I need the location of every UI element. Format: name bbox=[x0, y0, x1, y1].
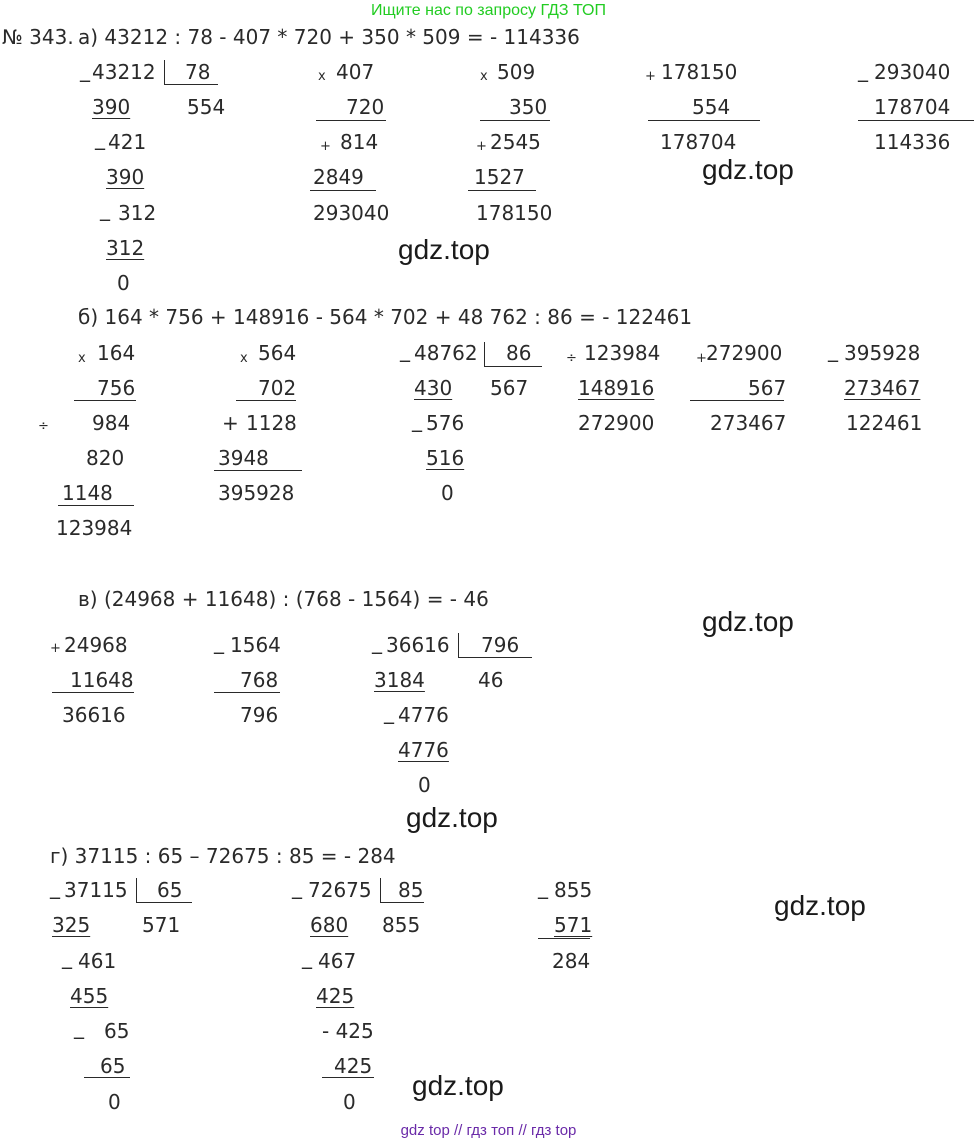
difference: 796 bbox=[240, 703, 279, 727]
addend: 148916 bbox=[578, 376, 655, 400]
plus-sign: + bbox=[50, 641, 61, 656]
subtrahend: 425 bbox=[316, 984, 355, 1008]
partial-product: 2545 bbox=[490, 130, 541, 154]
sum: 273467 bbox=[710, 411, 787, 435]
watermark: gdz.top bbox=[398, 234, 490, 265]
partial-product-line bbox=[58, 505, 134, 506]
product: 178150 bbox=[476, 201, 553, 225]
minuend: 1564 bbox=[230, 633, 281, 657]
product: 293040 bbox=[313, 201, 390, 225]
subtrahend-line bbox=[322, 1077, 374, 1078]
partial-product-line bbox=[468, 190, 536, 191]
plus-sign: + bbox=[320, 139, 331, 154]
quotient: 567 bbox=[490, 376, 529, 400]
subtrahend: 430 bbox=[414, 376, 453, 400]
partial-product: 814 bbox=[340, 130, 379, 154]
addend: 11648 bbox=[70, 668, 134, 692]
division-bar bbox=[136, 878, 137, 902]
sum: 272900 bbox=[578, 411, 655, 435]
minuend: 293040 bbox=[874, 60, 951, 84]
subtrahend: 516 bbox=[426, 446, 465, 470]
partial-product-line bbox=[310, 190, 376, 191]
minus-sign: _ bbox=[62, 945, 72, 969]
partial-product: 1527 bbox=[474, 165, 525, 189]
remainder: 65 bbox=[104, 1019, 130, 1043]
final-remainder: 0 bbox=[108, 1090, 121, 1114]
divisor-line bbox=[164, 84, 218, 85]
plus-sign: + bbox=[645, 69, 656, 84]
remainder: 576 bbox=[426, 411, 465, 435]
remainder: 467 bbox=[318, 949, 357, 973]
difference-line bbox=[214, 692, 280, 693]
minus-sign: _ bbox=[95, 126, 105, 150]
footer-link[interactable]: гдз топ bbox=[466, 1122, 515, 1139]
times-sign: x bbox=[480, 69, 488, 84]
sum-line bbox=[648, 120, 760, 121]
subtrahend: 4776 bbox=[398, 738, 449, 762]
partial-product: 820 bbox=[86, 446, 125, 470]
minus-sign: _ bbox=[384, 700, 394, 724]
equation-v: в) (24968 + 11648) : (768 - 1564) = - 46 bbox=[78, 587, 489, 611]
minus-sign: _ bbox=[412, 408, 422, 432]
subtrahend: 390 bbox=[92, 95, 131, 119]
sum: 178704 bbox=[660, 130, 737, 154]
addend: 554 bbox=[692, 95, 731, 119]
minus-sign: _ bbox=[50, 875, 60, 899]
final-remainder: 0 bbox=[418, 773, 431, 797]
multiplier: 756 bbox=[97, 376, 136, 400]
remainder: 461 bbox=[78, 949, 117, 973]
minus-sign: _ bbox=[214, 630, 224, 654]
divisor-line bbox=[458, 657, 532, 658]
subtrahend: 3184 bbox=[374, 668, 425, 692]
footer-separator: // bbox=[518, 1122, 527, 1139]
minus-sign: _ bbox=[858, 58, 868, 82]
multiplication-line bbox=[74, 400, 136, 401]
minus-sign: _ bbox=[400, 338, 410, 362]
minus-sign: _ bbox=[828, 338, 838, 362]
remainder: 421 bbox=[108, 130, 147, 154]
times-sign: x bbox=[318, 69, 326, 84]
subtrahend-line bbox=[84, 1077, 130, 1078]
minus-sign: _ bbox=[74, 1015, 84, 1039]
footer-links bbox=[0, 1123, 977, 1138]
divisor: 86 bbox=[506, 341, 532, 365]
addend: 24968 bbox=[64, 633, 128, 657]
final-remainder: 0 bbox=[117, 271, 130, 295]
remainder: 312 bbox=[118, 201, 157, 225]
dividend: 72675 bbox=[308, 878, 372, 902]
product: 123984 bbox=[56, 516, 133, 540]
addend: 123984 bbox=[584, 341, 661, 365]
addend: 178150 bbox=[661, 60, 738, 84]
addend: 567 bbox=[748, 376, 787, 400]
plus-sign: + bbox=[222, 411, 239, 435]
subtrahend: 65 bbox=[100, 1054, 126, 1078]
addend: 272900 bbox=[706, 341, 783, 365]
multiplier: 720 bbox=[346, 95, 385, 119]
plus-sign: + bbox=[696, 351, 707, 366]
watermark: gdz.top bbox=[702, 606, 794, 637]
times-sign: x bbox=[78, 351, 86, 366]
plus-sign: ÷ bbox=[566, 351, 577, 366]
divisor: 65 bbox=[157, 878, 183, 902]
plus-sign: + bbox=[476, 139, 487, 154]
dividend: 37115 bbox=[64, 878, 128, 902]
divisor: 85 bbox=[398, 878, 424, 902]
minus-sign: _ bbox=[538, 875, 548, 899]
subtrahend: 390 bbox=[106, 165, 145, 189]
dividend: 36616 bbox=[386, 633, 450, 657]
equation-a: а) 43212 : 78 - 407 * 720 + 350 * 509 = - 114336 bbox=[78, 25, 580, 49]
subtrahend: 571 bbox=[554, 913, 593, 937]
multiplier: 702 bbox=[258, 376, 297, 400]
multiplicand: 564 bbox=[258, 341, 297, 365]
multiplication-line bbox=[316, 120, 386, 121]
division-bar bbox=[380, 878, 381, 902]
subtrahend: 425 bbox=[334, 1054, 373, 1078]
dividend: 43212 bbox=[92, 60, 156, 84]
subtrahend: 312 bbox=[106, 236, 145, 260]
sum-line bbox=[690, 400, 784, 401]
minuend: 855 bbox=[554, 878, 593, 902]
watermark: gdz.top bbox=[406, 802, 498, 833]
subtrahend: 680 bbox=[310, 913, 349, 937]
sum: 36616 bbox=[62, 703, 126, 727]
partial-product-line bbox=[214, 470, 302, 471]
footer-link[interactable]: гдз top bbox=[530, 1122, 577, 1139]
sum-line bbox=[52, 692, 134, 693]
product: 395928 bbox=[218, 481, 295, 505]
watermark: gdz.top bbox=[702, 154, 794, 185]
subtrahend: 178704 bbox=[874, 95, 951, 119]
difference-line bbox=[858, 120, 974, 121]
footer-link[interactable]: gdz top bbox=[400, 1122, 450, 1139]
partial-product: 984 bbox=[92, 411, 131, 435]
subtrahend: 273467 bbox=[844, 376, 921, 400]
minus-sign: _ bbox=[302, 945, 312, 969]
footer-separator: // bbox=[453, 1122, 463, 1139]
quotient: 855 bbox=[382, 913, 421, 937]
multiplication-line bbox=[236, 400, 296, 401]
problem-number: № 343. bbox=[2, 25, 74, 49]
remainder: - 425 bbox=[322, 1019, 374, 1043]
times-sign: x bbox=[240, 351, 248, 366]
multiplicand: 509 bbox=[497, 60, 536, 84]
minus-sign: _ bbox=[372, 630, 382, 654]
divisor: 796 bbox=[481, 633, 520, 657]
subtrahend: 325 bbox=[52, 913, 91, 937]
watermark: gdz.top bbox=[774, 890, 866, 921]
equation-b: б) 164 * 756 + 148916 - 564 * 702 + 48 762 : 86 = - 122461 bbox=[78, 305, 693, 329]
difference: 122461 bbox=[846, 411, 923, 435]
division-bar bbox=[164, 60, 165, 84]
minus-sign: _ bbox=[292, 875, 302, 899]
remainder: 4776 bbox=[398, 703, 449, 727]
multiplier: 350 bbox=[509, 95, 548, 119]
minuend: 395928 bbox=[844, 341, 921, 365]
division-bar bbox=[484, 342, 485, 366]
divisor-line bbox=[380, 902, 424, 903]
divisor-line bbox=[484, 366, 542, 367]
difference: 114336 bbox=[874, 130, 951, 154]
partial-product: 2849 bbox=[313, 165, 364, 189]
multiplicand: 164 bbox=[97, 341, 136, 365]
quotient: 571 bbox=[142, 913, 181, 937]
partial-product: 1128 bbox=[246, 411, 297, 435]
divisor-line bbox=[136, 902, 192, 903]
watermark: gdz.top bbox=[412, 1070, 504, 1101]
plus-sign: ÷ bbox=[38, 419, 49, 434]
quotient: 46 bbox=[478, 668, 504, 692]
final-remainder: 0 bbox=[343, 1090, 356, 1114]
final-remainder: 0 bbox=[441, 481, 454, 505]
minus-sign: _ bbox=[100, 197, 110, 221]
partial-product: 3948 bbox=[218, 446, 269, 470]
subtrahend: 768 bbox=[240, 668, 279, 692]
dividend: 48762 bbox=[414, 341, 478, 365]
search-banner: Ищите нас по запросу ГДЗ ТОП bbox=[371, 2, 606, 19]
multiplicand: 407 bbox=[336, 60, 375, 84]
minus-sign: _ bbox=[80, 58, 90, 82]
difference-line bbox=[538, 938, 590, 939]
multiplication-line bbox=[480, 120, 550, 121]
difference: 284 bbox=[552, 949, 591, 973]
division-bar bbox=[458, 633, 459, 657]
quotient: 554 bbox=[187, 95, 226, 119]
partial-product: 1148 bbox=[62, 481, 113, 505]
equation-g: г) 37115 : 65 – 72675 : 85 = - 284 bbox=[50, 844, 396, 868]
divisor: 78 bbox=[185, 60, 211, 84]
subtrahend: 455 bbox=[70, 984, 109, 1008]
